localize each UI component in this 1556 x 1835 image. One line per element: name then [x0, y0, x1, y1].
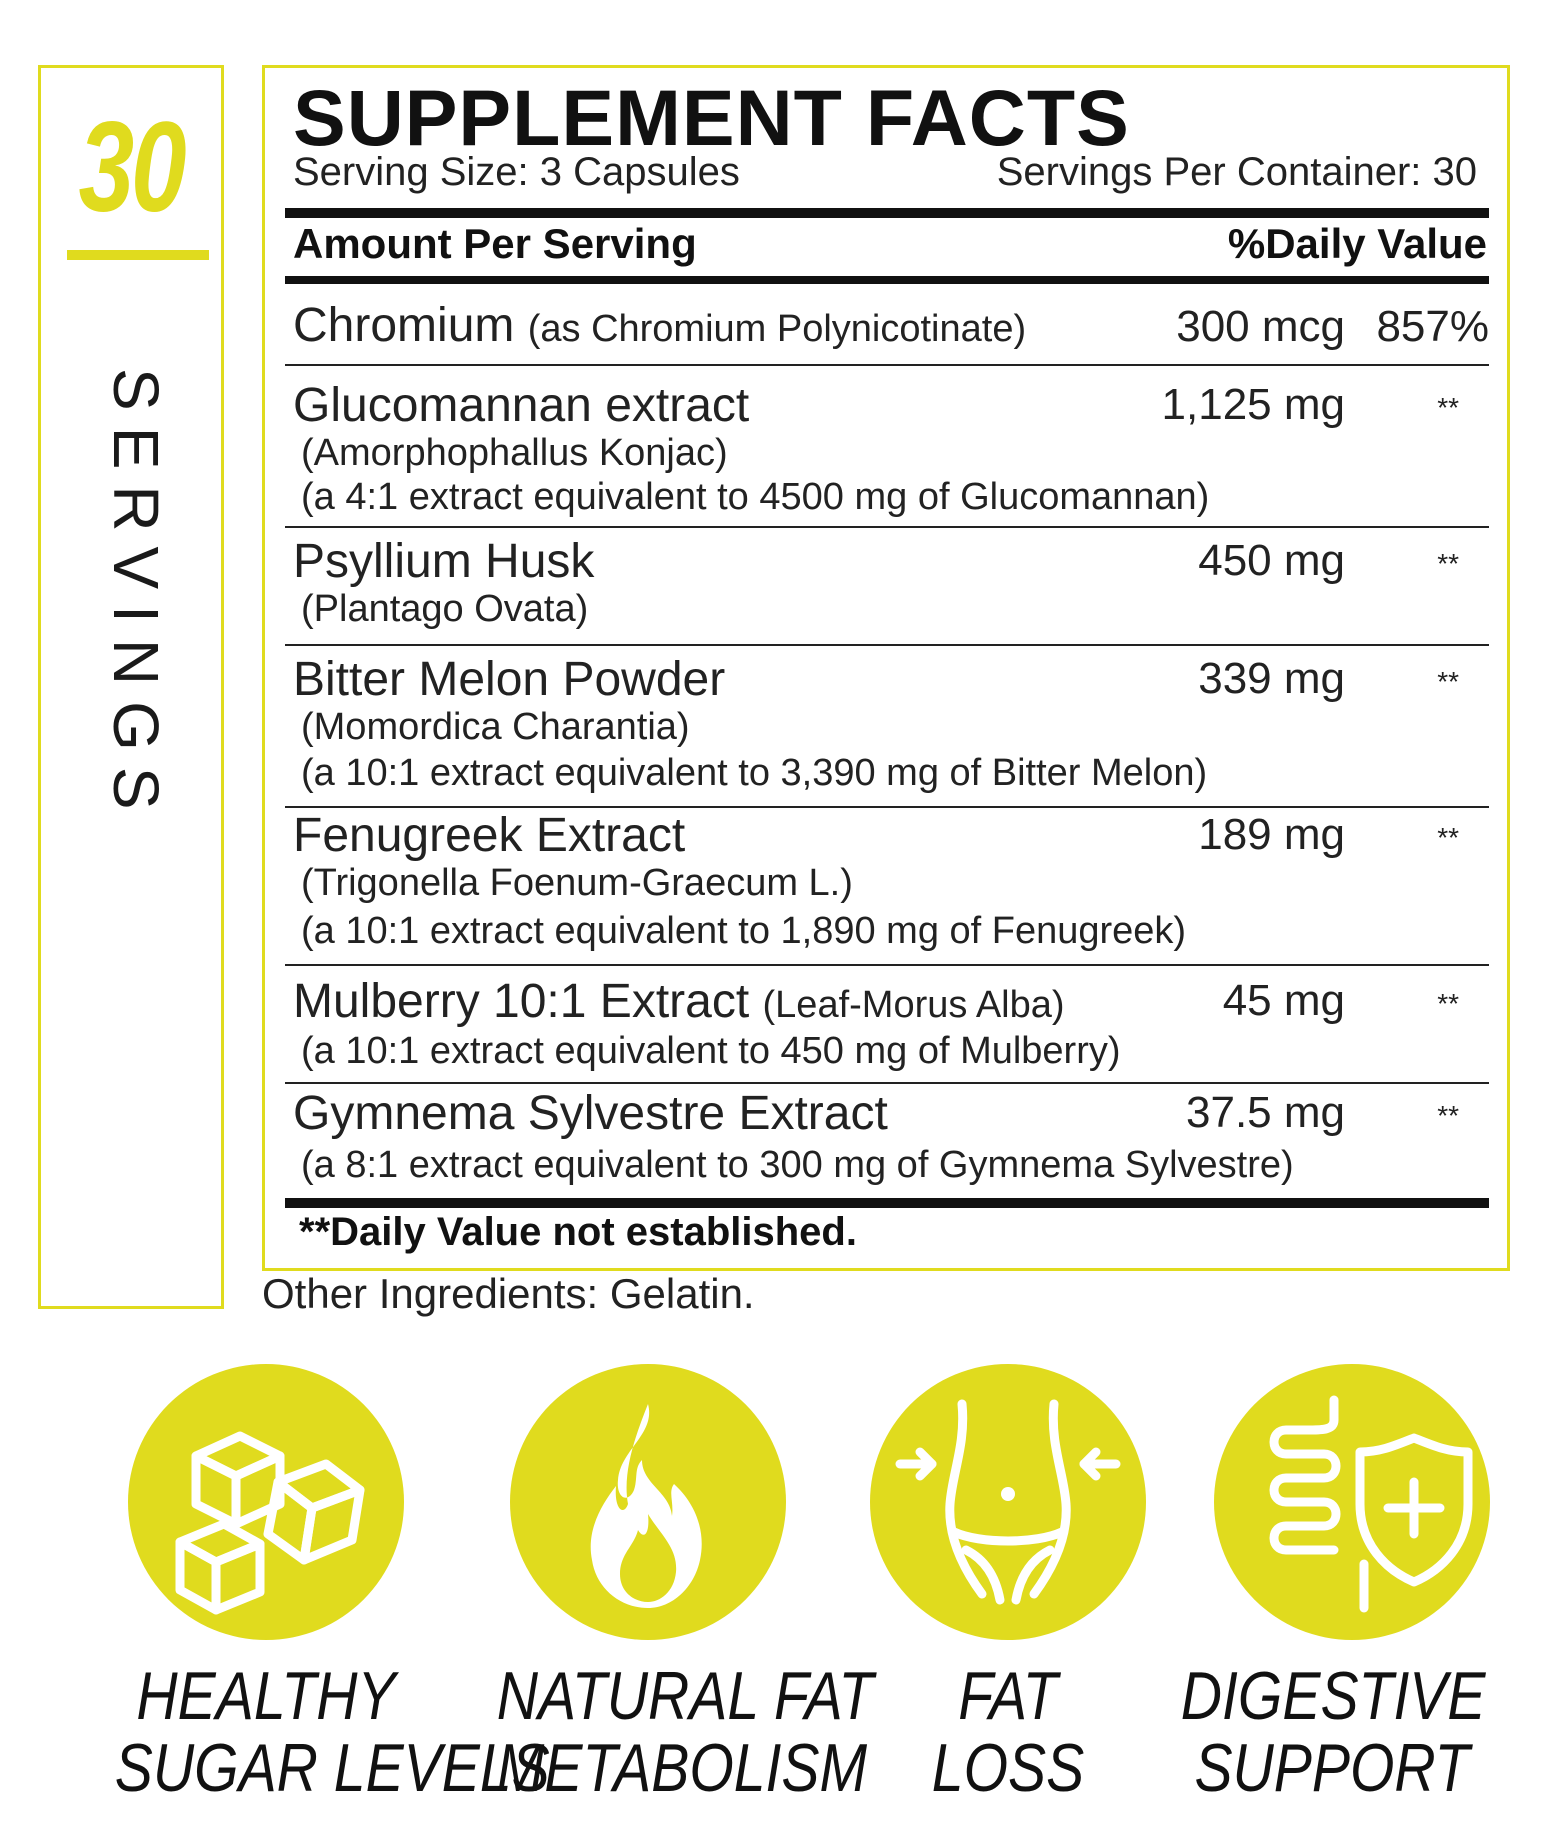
- ingredient-daily-value: 857%: [1376, 302, 1489, 351]
- ingredient-row: [285, 284, 1489, 366]
- ingredient-detail: (a 10:1 extract equivalent to 1,890 mg of Fenugreek): [301, 910, 1187, 952]
- ingredient-row: [285, 526, 1489, 646]
- ingredient-amount: 1,125 mg: [1161, 380, 1345, 429]
- servings-divider: [67, 250, 209, 260]
- ingredient-detail: (Plantago Ovata): [301, 588, 589, 630]
- ingredient-daily-value: **: [1437, 392, 1459, 423]
- ingredient-amount: 45 mg: [1222, 976, 1345, 1025]
- ingredient-detail: (Trigonella Foenum-Graecum L.): [301, 862, 853, 904]
- ingredient-amount: 339 mg: [1198, 654, 1345, 703]
- ingredient-row: [285, 1082, 1489, 1198]
- ingredient-name: Glucomannan extract: [293, 379, 750, 432]
- benefit-label: HEALTHY SUGAR LEVELS: [114, 1658, 550, 1806]
- ingredient-name: Fenugreek Extract: [293, 809, 686, 862]
- ingredient-row: [285, 364, 1489, 528]
- ingredient-name: Bitter Melon Powder: [293, 653, 726, 706]
- thick-rule: [285, 208, 1489, 218]
- servings-word: SERVINGS: [100, 368, 172, 826]
- ingredient-name: Mulberry 10:1 Extract (Leaf-Morus Alba): [293, 975, 1065, 1028]
- ingredient-detail: (a 10:1 extract equivalent to 3,390 mg of Bitter Melon): [301, 752, 1208, 794]
- serving-size: Serving Size: 3 Capsules: [293, 150, 740, 194]
- ingredient-source: (Leaf-Morus Alba): [762, 984, 1065, 1026]
- ingredient-detail: (a 10:1 extract equivalent to 450 mg of Mulberry): [301, 1030, 1121, 1072]
- servings-badge: [38, 65, 224, 1309]
- benefit-label: NATURAL FAT METABOLISM: [496, 1658, 874, 1806]
- ingredient-daily-value: **: [1437, 822, 1459, 853]
- header-amount-per-serving: Amount Per Serving: [293, 220, 697, 267]
- ingredient-detail: (Momordica Charantia): [301, 706, 690, 748]
- ingredient-detail: (Amorphophallus Konjac): [301, 432, 728, 474]
- ingredient-amount: 450 mg: [1198, 536, 1345, 585]
- ingredient-amount: 300 mcg: [1176, 302, 1345, 351]
- ingredient-detail: (a 4:1 extract equivalent to 4500 mg of Glucomannan): [301, 476, 1210, 518]
- ingredient-daily-value: **: [1437, 988, 1459, 1019]
- ingredient-row: [285, 644, 1489, 808]
- ingredient-amount: 37.5 mg: [1186, 1088, 1345, 1137]
- flame-icon: [510, 1364, 786, 1640]
- servings-number: 30: [78, 96, 184, 239]
- thick-rule: [285, 276, 1489, 284]
- thick-rule: [285, 1198, 1489, 1208]
- benefit-label: DIGESTIVE SUPPORT: [1180, 1658, 1486, 1806]
- header-daily-value: %Daily Value: [1227, 220, 1487, 267]
- sugar-cubes-icon: [128, 1364, 404, 1640]
- ingredient-daily-value: **: [1437, 1100, 1459, 1131]
- supplement-facts-panel: [262, 65, 1510, 1271]
- ingredient-detail: (a 8:1 extract equivalent to 300 mg of Gymnema Sylvestre): [301, 1144, 1294, 1186]
- ingredient-daily-value: **: [1437, 548, 1459, 579]
- facts-title: SUPPLEMENT FACTS: [293, 73, 1130, 162]
- ingredient-source: (as Chromium Polynicotinate): [527, 308, 1027, 350]
- ingredient-row: [285, 806, 1489, 966]
- other-ingredients: Other Ingredients: Gelatin.: [262, 1270, 755, 1317]
- ingredient-name: Chromium (as Chromium Polynicotinate): [293, 299, 1027, 352]
- ingredient-daily-value: **: [1437, 666, 1459, 697]
- benefit-label: FAT LOSS: [931, 1658, 1085, 1806]
- ingredient-amount: 189 mg: [1198, 810, 1345, 859]
- ingredient-name: Psyllium Husk: [293, 535, 595, 588]
- waist-icon: [870, 1364, 1146, 1640]
- footnote: **Daily Value not established.: [299, 1210, 857, 1254]
- ingredient-row: [285, 964, 1489, 1084]
- digestive-shield-icon: [1214, 1364, 1490, 1640]
- servings-per-container: Servings Per Container: 30: [996, 150, 1477, 194]
- ingredient-name: Gymnema Sylvestre Extract: [293, 1087, 888, 1140]
